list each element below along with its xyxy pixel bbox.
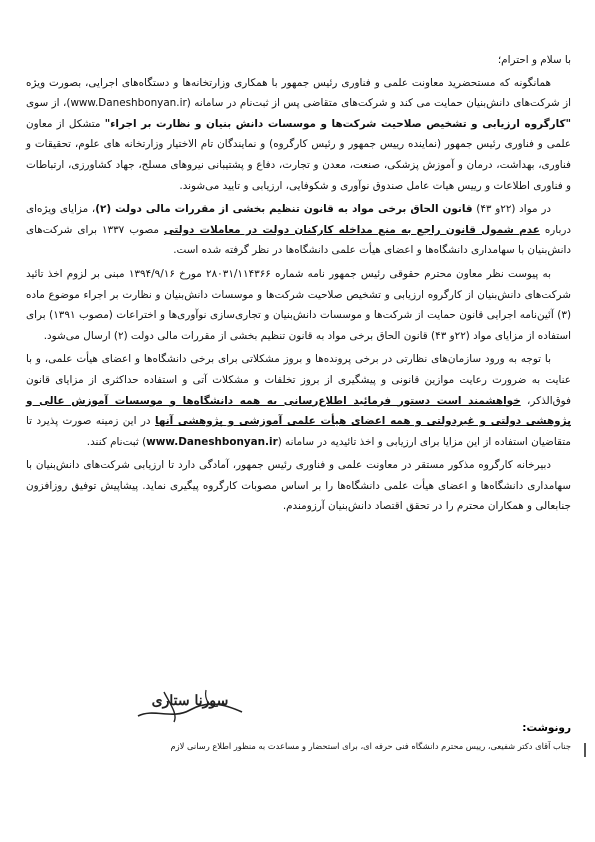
website-link-2[interactable]: www.Daneshbonyan.ir bbox=[146, 435, 278, 448]
paragraph-4-mid: در این زمینه صورت پذیرد تا متقاضیان استفاده از این مزایا برای ارزیابی و اخذ تائیدیه در سامانه ( bbox=[26, 415, 571, 448]
cc-heading: رونوشت: bbox=[522, 722, 571, 734]
law-title: قانون الحاق برخی مواد به قانون تنظیم بخشی از مقررات مالی دولت (۲) bbox=[95, 203, 473, 216]
paragraph-4-end: ) ثبت‌نام کنند. bbox=[86, 435, 147, 448]
committee-name: "کارگروه ارزیابی و تشخیص صلاحیت شرکت‌ها و موسسات دانش بنیان و نظارت بر اجراء" bbox=[104, 117, 571, 130]
paragraph-5: دبیرخانه کارگروه مذکور مستقر در معاونت علمی و فناوری رئیس جمهور، آمادگی دارد تا ارزیابی شرکت‌های دانش‌بنیان با سهامداری دانشگاه‌ها و اعضای هیأت علمی دانشگاه‌ها را بر اساس مصوبات کارگروه پیگیری نماید. پیشاپیش توفیق روزافزون جنابعالی و همکاران محترم را در تحقق اقتصاد دانش‌بنیان آرزومندم. bbox=[26, 459, 571, 513]
signature-name: سورنا ستاری bbox=[151, 693, 229, 709]
letter-body bbox=[26, 50, 571, 520]
paragraph-2 bbox=[26, 199, 571, 261]
signature bbox=[130, 686, 250, 726]
paragraph-4 bbox=[26, 349, 571, 452]
paragraph-3: به پیوست نظر معاون محترم حقوقی رئیس جمهور نامه شماره ۲۸۰۳۱/۱۱۴۳۶۶ مورخ ۱۳۹۴/۹/۱۶ مبنی بر لزوم اخذ تائید شرکت‌های دانش‌بنیان از کارگروه ارزیابی و تشخیص صلاحیت شرکت‌ها و موسسات دانش‌بنیان و نظارت بر اجراء موضوع ماده (۳) آئین‌نامه اجرایی قانون حمایت از شرکت‌ها و موسسات دانش‌بنیان و تجاری‌سازی نوآوری‌ها و اختراعات (مصوب ۱۳۹۱) برای استفاده از مزایای مواد (۲۲و ۴۳) قانون الحاق برخی مواد به قانون تنظیم بخشی از مقررات مالی دولت (۲) ارسال می‌شود. bbox=[26, 267, 571, 342]
margin-mark bbox=[584, 743, 586, 757]
paragraph-1-end: متشکل از معاون علمی و فناوری رئیس جمهور (نماینده رییس جمهور و رئیس کارگروه) و نمایندگان تام الاختیار وزارتخانه های علوم، تحقیقات و فناوری، بهداشت، درمان و آموزش پزشکی، صنعت، معدن و تجارت، دفاع و پشتیبانی نیروهای مسلح، جهاد کشاورزی، ارتباطات و فناوری اطلاعات و رییس هیات عامل صندوق نوآوری و شکوفایی، ارزیابی و تایید می‌شوند. bbox=[26, 117, 571, 192]
website-link[interactable]: www.Daneshbonyan.ir bbox=[70, 97, 187, 110]
paragraph-1-intro: همانگونه که مستحضرید معاونت علمی و فناوری رئیس جمهور با همکاری وزارتخانه‌ها و دستگاه‌های اجرایی، بصورت ویژه از شرکت‌های دانش‌بنیان حمایت می کند و شرکت‌های متقاضی پس از ثبت‌نام در سامانه ( bbox=[26, 76, 571, 110]
law-exemption: عدم شمول قانون راجع به منع مداخله کارکنان دولت در معاملات دولتی bbox=[163, 223, 540, 236]
paragraph-1-mid: )، از سوی bbox=[26, 97, 71, 110]
paragraph-4-start: با توجه به ورود سازمان‌های نظارتی در برخی پرونده‌ها و بروز مشکلاتی برای برخی دانشگاه‌ها و اعضای هیأت علمی، و با عنایت به ضرورت رعایت موازین قانونی و پیشگیری از بروز تخلفات و مشکلات آتی و استفاده حداکثری از مزایای قانون فوق‌الذکر، bbox=[26, 353, 571, 407]
cc-line: جناب آقای دکتر شفیعی، رییس محترم دانشگاه فنی حرفه ای، برای استحضار و مساعدت به منظور اطلاع رسانی لازم bbox=[170, 741, 571, 751]
paragraph-2-end: مصوب ۱۳۳۷ برای شرکت‌های دانش‌بنیان با سهامداری دانشگاه‌ها و اعضای هیأت علمی دانشگاه‌ها در نظر گرفته شده است. bbox=[26, 223, 571, 257]
greeting: با سلام و احترام؛ bbox=[497, 54, 571, 66]
paragraph-2-mid: ، مزایای ویژه‌ای درباره bbox=[26, 203, 571, 236]
paragraph-2-start: در مواد (۲۲و ۴۳) bbox=[472, 203, 551, 216]
paragraph-1 bbox=[26, 73, 571, 197]
request-statement: خواهشمند است دستور فرمائید اطلاع‌رسانی به همه دانشگاه‌ها و موسسات آموزش عالی و پژوهشی دولتی و غیردولتی و همه اعضای هیأت علمی آموزشی و پژوهشی آنها bbox=[26, 394, 571, 428]
